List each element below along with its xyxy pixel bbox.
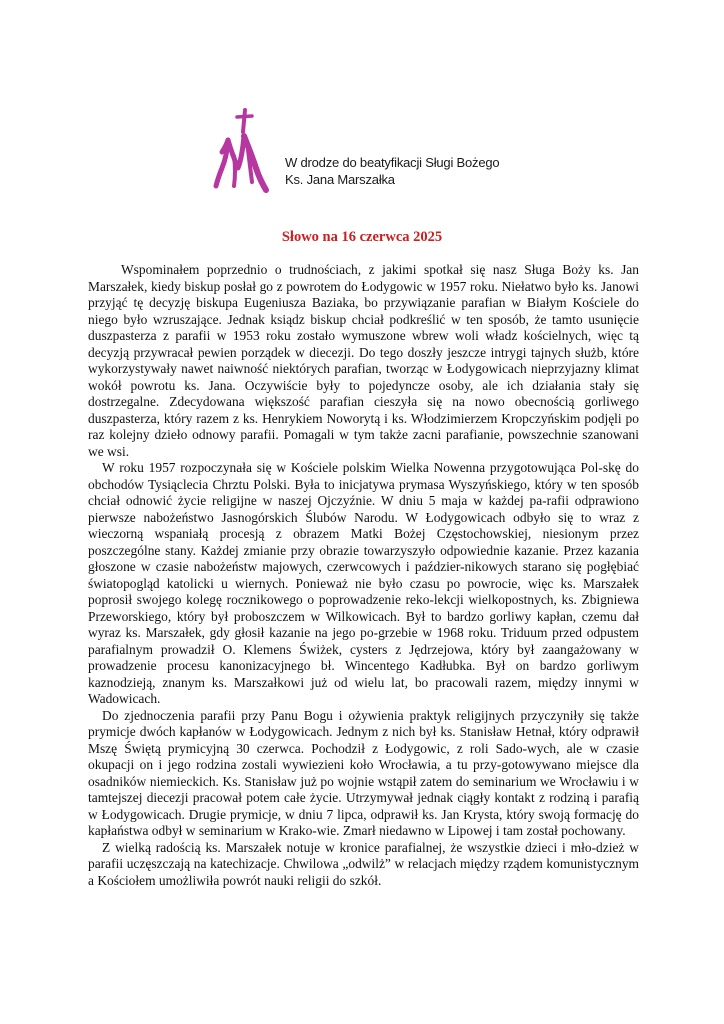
paragraph: Z wielką radością ks. Marszałek notuje w kronice parafialnej, że wszystkie dzieci i mło-dzież w parafii uczęszczają na katechizacje. Chwilowa „odwilż” w relacjach między rządem komunistycznym a Kościołem umożliwiła powrót nauki religii do szkół. [88, 839, 639, 888]
header [212, 106, 592, 198]
stylized-m-with-cross-logo [212, 106, 274, 194]
article-body [88, 262, 639, 889]
page-title: Słowo na 16 czerwca 2025 [281, 229, 443, 245]
header-line-2: Ks. Jana Marszałka [285, 172, 395, 187]
header-line-1: W drodze do beatyfikacji Sługi Bożego [285, 155, 500, 170]
paragraph: Do zjednoczenia parafii przy Panu Bogu i ożywienia praktyk religijnych przyczyniły się także prymicje dwóch kapłanów w Łodygowicach. Jednym z nich był ks. Stanisław Hetnał, który odprawił Mszę Świętą prymicyjną 30 czerwca. Pochodził z Łodygowic, z roli Sado-wych, ale w czasie okupacji on i jego rodzina zostali wywiezieni koło Wrocławia, a tu przy-gotowywano miejsce dla osadników niemieckich. Ks. Stanisław już po wojnie wstąpił zatem do seminarium we Wrocławiu i w tamtejszej diecezji pracował potem całe życie. Utrzymywał jednak ciągły kontakt z rodziną i parafią w Łodygowicach. Drugie prymicje, w dniu 7 lipca, odprawił ks. Jan Krysta, który swoją formację do kapłaństwa odbył w seminarium w Krako-wie. Zmarł niedawno w Lipowej i tam został pochowany. [88, 707, 639, 838]
paragraph: Wspominałem poprzednio o trudnościach, z jakimi spotkał się nasz Sługa Boży ks. Jan Marszałek, kiedy biskup posłał go z powrotem do Łodygowic w 1957 roku. Niełatwo było ks. Janowi przyjąć tę decyzję biskupa Eugeniusza Baziaka, bo przywiązanie parafian w Białym Kościele do niego było wzruszające. Jednak ksiądz biskup chciał podkreślić w ten sposób, że tamto usunięcie duszpasterza z parafii w 1953 roku zostało wymuszone wbrew woli władz kościelnych, więc tą decyzją przywracał pewien porządek w diecezji. Do tego doszły jeszcze intrygi tajnych służb, które wykorzystywały nawet naiwność niektórych parafian, tworząc w Łodygowicach nieprzyjazny klimat wokół powrotu ks. Jana. Oczywiście były to pojedyncze osoby, ale ich działania stały się dostrzegalne. Zdecydowana większość parafian cieszyła się na nowo obecnością gorliwego duszpasterza, który razem z ks. Henrykiem Noworytą i ks. Włodzimierzem Kropczyńskim podjęli po raz kolejny dzieło odnowy parafii. Pomagali w tym także zacni parafianie, powszechnie szanowani we wsi. [88, 262, 639, 459]
paragraph: W roku 1957 rozpoczynała się w Kościele polskim Wielka Nowenna przygotowująca Pol-skę do obchodów Tysiąclecia Chrztu Polski. Była to inicjatywa prymasa Wyszyńskiego, który w ten sposób chciał odnowić życie religijne w naszej Ojczyźnie. W dniu 5 maja w każdej pa-rafii odprawiono pierwsze nabożeństwo Jasnogórskich Ślubów Narodu. W Łodygowicach odbyło się to wraz z wieczorną wspaniałą procesją z obrazem Matki Bożej Częstochowskiej, niesionym przez poszczególne stany. Każdej zmianie przy obrazie towarzyszyło odpowiednie kazanie. Przez kazania głoszone w czasie nabożeństw majowych, czerwcowych i paździer-nikowych starano się pogłębiać światopogląd katolicki u wiernych. Ponieważ nie było czasu po powrocie, więc ks. Marszałek poprosił swojego kolegę rocznikowego o poprowadzenie reko-lekcji wielkopostnych, ks. Zbigniewa Przeworskiego, który był proboszczem w Wilkowicach. Był to bardzo gorliwy kapłan, czemu dał wyraz ks. Marszałek, gdy głosił kazanie na jego po-grzebie w 1968 roku. Triduum przed odpustem parafialnym prowadził O. Klemens Świżek, cysters z Jędrzejowa, który był zaangażowany w prowadzenie procesu kanonizacyjnego bł. Wincentego Kadłubka. Był on bardzo gorliwym kaznodzieją, znanym ks. Marszałkowi już od wielu lat, bo pracowali razem, między innymi w Wadowicach. [88, 460, 639, 706]
header-caption [285, 154, 499, 188]
